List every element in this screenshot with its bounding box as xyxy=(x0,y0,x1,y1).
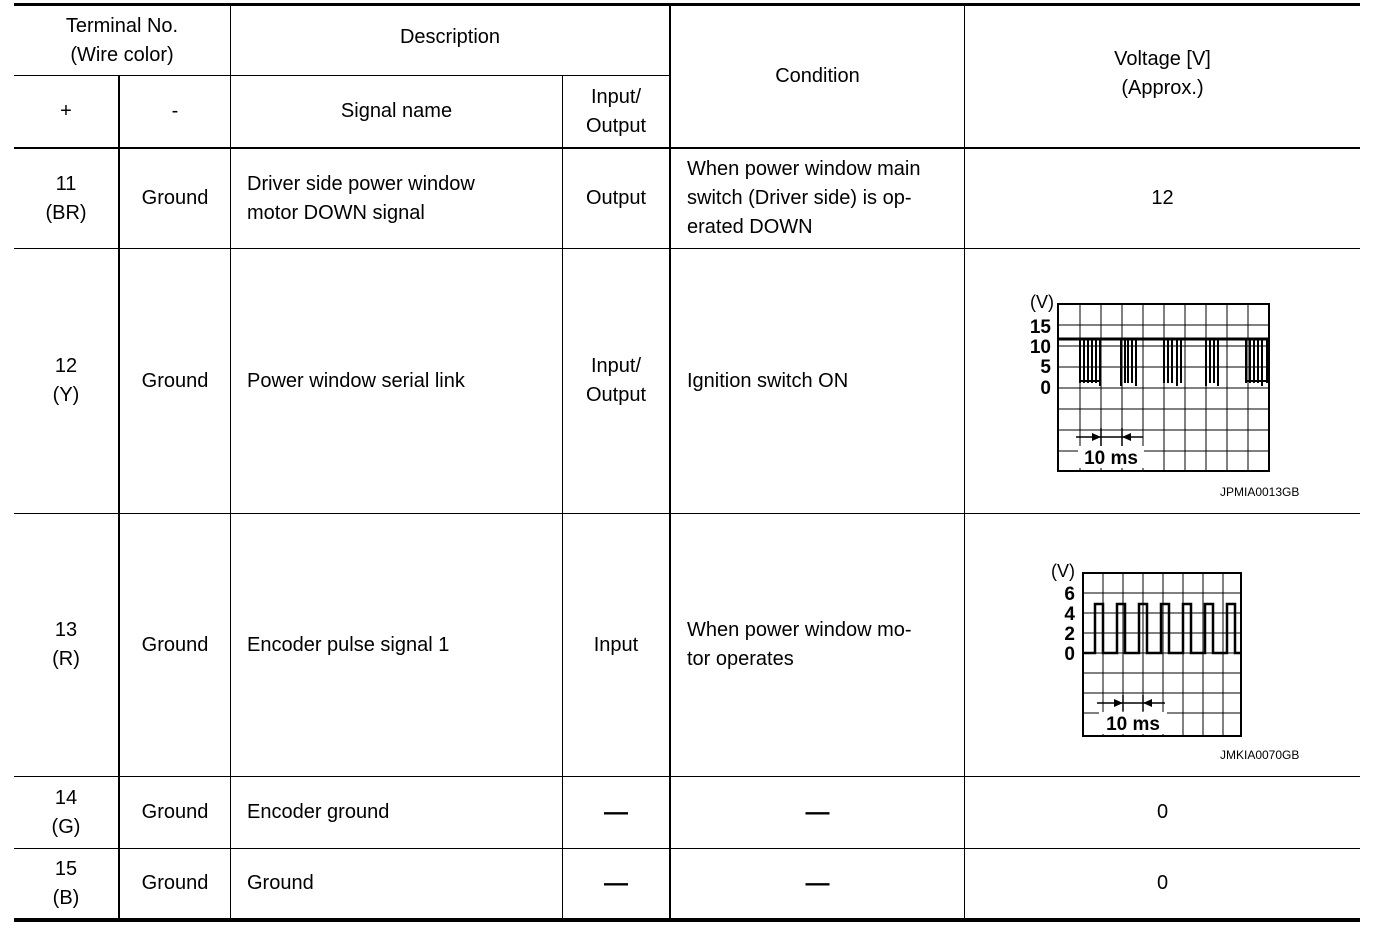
time-scale-label: 10 ms xyxy=(1106,714,1160,735)
y-tick-label: 5 xyxy=(1040,357,1051,378)
voltage-cell: 12 xyxy=(1151,187,1174,209)
header-condition: Condition xyxy=(775,65,860,87)
terminal-cell: 12 (Y) xyxy=(52,355,80,406)
y-tick-label: 0 xyxy=(1040,378,1051,399)
condition-cell: When power window main switch (Driver side) is op- erated DOWN xyxy=(687,158,921,238)
signal-name-cell: Power window serial link xyxy=(247,369,465,392)
terminal-cell: 13 (R) xyxy=(52,619,80,670)
input-output-cell: Output xyxy=(585,187,647,209)
condition-cell: When power window mo- tor operates xyxy=(687,619,912,670)
signal-name-cell: Encoder ground xyxy=(247,801,390,823)
minus-cell: Ground xyxy=(141,187,209,209)
y-tick-label: 10 xyxy=(1029,337,1051,358)
figure-code: JMKIA0070GB xyxy=(1220,748,1300,762)
header-input-output: Input/ Output xyxy=(585,85,647,137)
minus-cell: Ground xyxy=(141,801,209,823)
signal-name-cell: Ground xyxy=(247,872,314,894)
condition-cell: Ignition switch ON xyxy=(687,369,849,392)
waveform-unit: (V) xyxy=(1030,292,1054,312)
y-tick-label: 2 xyxy=(1064,624,1075,645)
minus-cell: Ground xyxy=(141,633,209,656)
header-description: Description xyxy=(399,26,501,48)
y-tick-label: 4 xyxy=(1064,604,1075,625)
condition-cell: — xyxy=(805,870,830,897)
encoder-pulse-waveform xyxy=(1045,558,1245,743)
signal-name-cell: Encoder pulse signal 1 xyxy=(247,633,450,656)
terminal-cell: 15 (B) xyxy=(52,857,80,909)
time-scale-label: 10 ms xyxy=(1084,448,1138,469)
header-plus: + xyxy=(60,100,72,122)
header-voltage: Voltage [V] (Approx.) xyxy=(1114,47,1211,99)
header-minus: - xyxy=(171,100,179,122)
y-tick-label: 6 xyxy=(1064,584,1075,605)
input-output-cell: — xyxy=(604,799,628,826)
voltage-cell: 0 xyxy=(1156,872,1169,894)
minus-cell: Ground xyxy=(141,872,209,894)
y-tick-label: 15 xyxy=(1029,317,1051,338)
input-output-cell: — xyxy=(604,870,628,897)
serial-link-waveform xyxy=(1020,288,1280,478)
y-tick-label: 0 xyxy=(1064,644,1075,665)
voltage-cell: 0 xyxy=(1156,801,1169,823)
header-signal-name: Signal name xyxy=(340,100,453,122)
input-output-cell: Input/ Output xyxy=(585,355,647,406)
minus-cell: Ground xyxy=(141,369,209,392)
signal-name-cell: Driver side power window motor DOWN signal xyxy=(247,172,475,224)
table-bottom-rule xyxy=(14,918,1360,922)
header-terminal-no: Terminal No. (Wire color) xyxy=(65,14,179,66)
terminal-cell: 11 (BR) xyxy=(45,172,87,224)
waveform-unit: (V) xyxy=(1051,561,1075,581)
input-output-cell: Input xyxy=(593,633,639,656)
condition-cell: — xyxy=(805,799,830,826)
terminal-cell: 14 (G) xyxy=(51,786,81,838)
figure-code: JPMIA0013GB xyxy=(1220,485,1300,499)
